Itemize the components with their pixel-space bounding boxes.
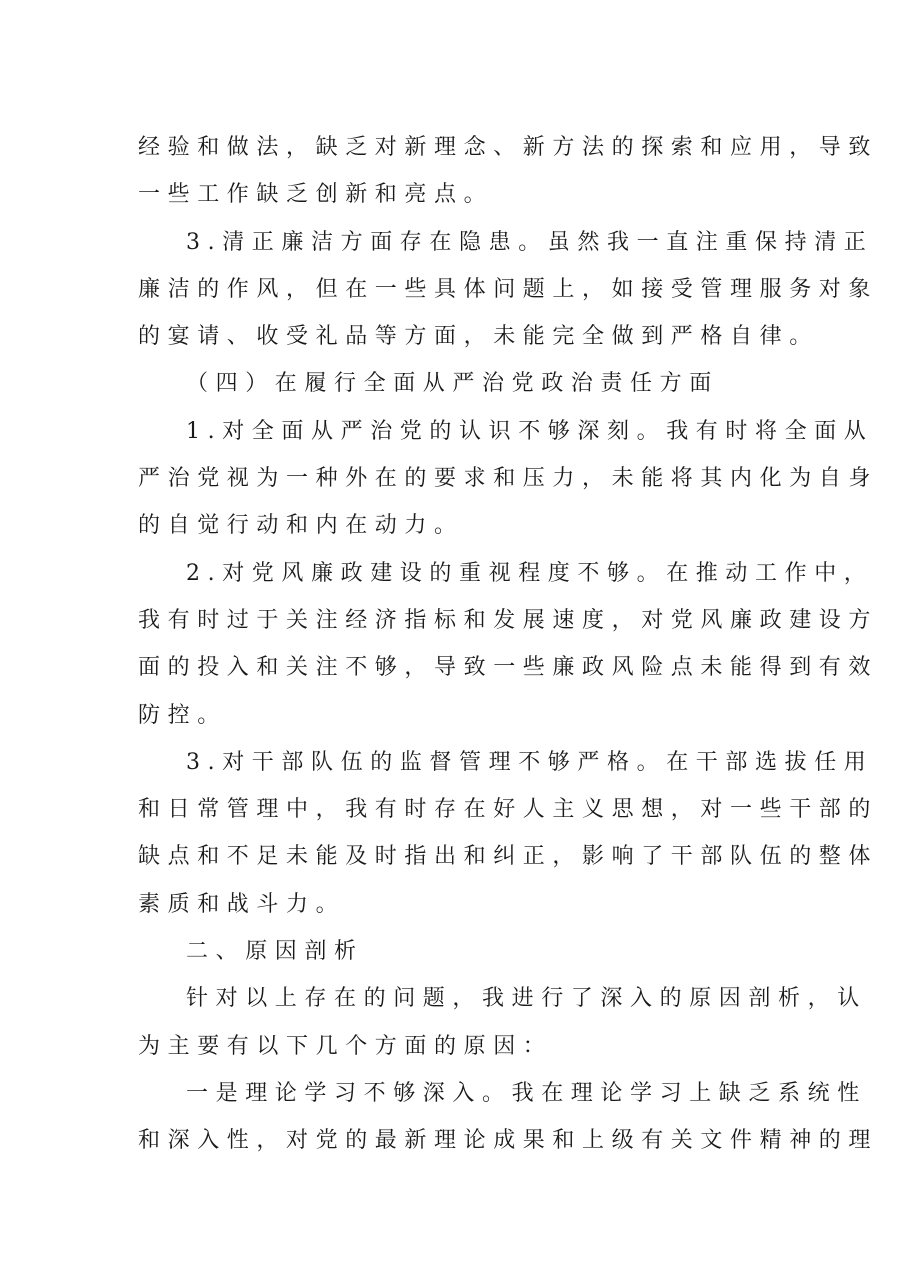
text-line-5: 的宴请、收受礼品等方面，未能完全做到严格自律。 <box>138 324 819 350</box>
text-line-17: 素质和战斗力。 <box>138 891 346 917</box>
text-line-11: 我有时过于关注经济指标和发展速度，对党风廉政建设方 <box>138 607 879 633</box>
document-body <box>138 124 879 1165</box>
text-line-21: 一是理论学习不够深入。我在理论学习上缺乏系统性 <box>186 1080 867 1106</box>
text-line-12: 面的投入和关注不够，导致一些廉政风险点未能得到有效 <box>138 655 879 681</box>
section-heading-four: （四）在履行全面从严治党政治责任方面 <box>186 371 719 397</box>
text-line-19: 针对以上存在的问题，我进行了深入的原因剖析，认 <box>186 986 867 1012</box>
text-line-13: 防控。 <box>138 702 227 728</box>
text-line-2: 一些工作缺乏创新和亮点。 <box>138 182 494 208</box>
text-line-16: 缺点和不足未能及时指出和纠正，影响了干部队伍的整体 <box>138 844 879 870</box>
text-line-10: 2.对党风廉政建设的重视程度不够。在推动工作中， <box>186 560 874 586</box>
text-line-22: 和深入性，对党的最新理论成果和上级有关文件精神的理 <box>138 1128 879 1154</box>
text-line-14: 3.对干部队伍的监督管理不够严格。在干部选拔任用 <box>186 749 874 775</box>
text-line-1: 经验和做法，缺乏对新理念、新方法的探索和应用，导致 <box>138 135 879 160</box>
text-line-20: 为主要有以下几个方面的原因： <box>138 1033 553 1059</box>
text-line-9: 的自觉行动和内在动力。 <box>138 513 464 539</box>
text-line-4: 廉洁的作风，但在一些具体问题上，如接受管理服务对象 <box>138 276 879 302</box>
section-heading-two: 二、原因剖析 <box>186 939 364 965</box>
text-line-15: 和日常管理中，我有时存在好人主义思想，对一些干部的 <box>138 797 879 823</box>
text-line-8: 严治党视为一种外在的要求和压力，未能将其内化为自身 <box>138 466 879 492</box>
text-line-3: 3.清正廉洁方面存在隐患。虽然我一直注重保持清正 <box>186 229 874 255</box>
text-line-7: 1.对全面从严治党的认识不够深刻。我有时将全面从 <box>186 418 874 444</box>
